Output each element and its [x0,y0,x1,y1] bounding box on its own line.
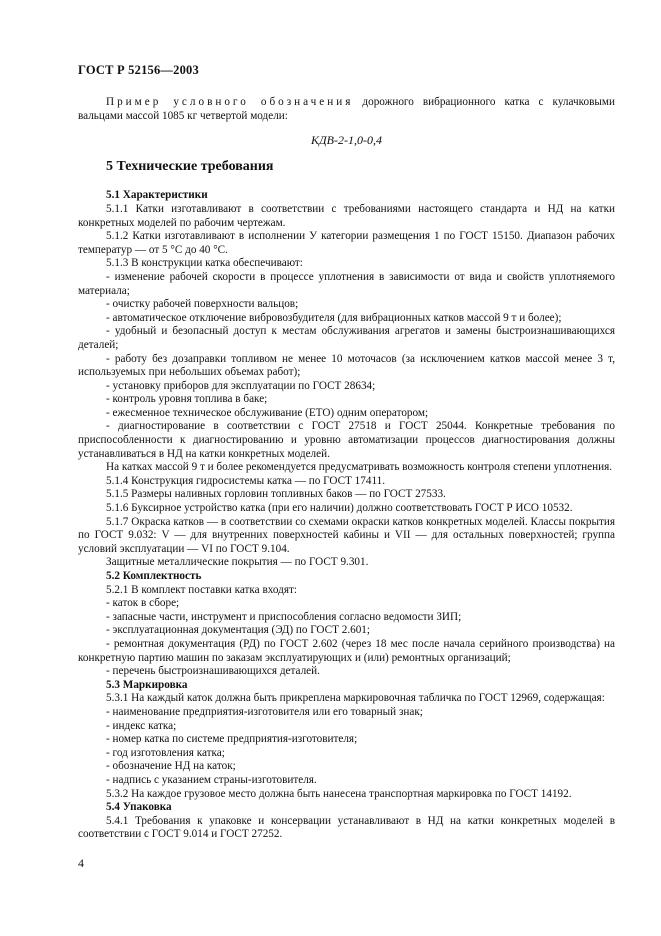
list-item: - удобный и безопасный доступ к местам обслуживания агрегатов и замены быстроизнашивающихся деталей; [78,325,615,351]
paragraph-5-3-2: 5.3.2 На каждое грузовое место должна быть нанесена транспортная маркировка по ГОСТ 14192. [106,787,572,800]
list-item: - перечень быстроизнашивающихся деталей. [106,665,320,678]
list-item: - автоматическое отключение вибровозбудителя (для вибрационных катков массой 9 т и более); [106,311,562,324]
paragraph-metal-coatings: Защитные металлические покрытия — по ГОСТ 9.301. [106,556,369,569]
list-item: - установку приборов для эксплуатации по ГОСТ 28634; [106,379,376,392]
list-item: - надпись с указанием страны-изготовителя. [106,773,317,786]
paragraph-5-1-7: 5.1.7 Окраска катков — в соответствии со схемами окраски катков конкретных моделей. Классы покрытия по ГОСТ 9.032: V — для внутренних поверхностей кабины и VII — для остальных поверхностей; группа условий эксплуатации — VI по ГОСТ 9.104. [78,515,615,555]
list-item: - эксплуатационная документация (ЭД) по ГОСТ 2.601; [106,624,371,637]
list-item: - диагностирование в соответствии с ГОСТ 27518 и ГОСТ 25044. Конкретные требования по приспособленности к диагностированию и уровню автоматизации процессов диагностирования должны устанавливаться в НД на катки конкретных моделей. [78,420,615,460]
document-body [78,96,615,842]
example-text: дорожного вибрационного катка с кулачковыми вальцами массой 1085 кг четвертой модели: [78,96,615,122]
paragraph-5-1-6: 5.1.6 Буксирное устройство катка (при его наличии) должно соответствовать ГОСТ Р ИСО 10532. [106,502,573,515]
subsection-title-5-1: 5.1 Характеристики [106,189,208,202]
paragraph-note-9t: На катках массой 9 т и более рекомендуется предусматривать возможность контроля степени уплотнения. [106,461,613,474]
document-header: ГОСТ Р 52156—2003 [78,63,199,77]
list-item: - запасные части, инструмент и приспособления согласно ведомости ЗИП; [106,610,462,623]
list-item: - изменение рабочей скорости в процессе уплотнения в зависимости от вида и свойств уплотняемого материала; [78,270,615,297]
list-item: - обозначение НД на каток; [106,760,236,773]
subsection-title-5-2: 5.2 Комплектность [106,570,202,582]
list-item: - индекс катка; [106,719,177,732]
paragraph-5-1-4: 5.1.4 Конструкция гидросистемы катка — по ГОСТ 17411. [106,474,386,487]
paragraph-5-4-1: 5.4.1 Требования к упаковке и консервации устанавливают в НД на катки конкретных моделей в соответствии с ГОСТ 9.014 и ГОСТ 27252. [78,814,615,841]
paragraph-5-1-3: 5.1.3 В конструкции катка обеспечивают: [106,257,303,270]
paragraph-5-2-1: 5.2.1 В комплект поставки катка входят: [106,583,297,596]
list-item: - номер катка по системе предприятия-изготовителя; [106,733,358,746]
list-item: - ремонтная документация (РД) по ГОСТ 2.602 (через 18 мес после начала серийного производства) на конкретную партию машин по заказам эксплуатирующих и (или) ремонтных организаций; [78,637,615,664]
subsection-title-5-3: 5.3 Маркировка [106,678,188,691]
example-paragraph [78,96,615,123]
subsection-title-5-4: 5.4 Упаковка [106,801,172,814]
section-title: 5 Технические требования [106,158,274,174]
list-item: - год изготовления катка; [106,746,225,759]
paragraph-5-3-1: 5.3.1 На каждый каток должна быть прикреплена маркировочная табличка по ГОСТ 12969, содержащая: [106,692,605,705]
list-item: - наименование предприятия-изготовителя или его товарный знак; [106,705,423,718]
designation-formula: КДВ-2-1,0-0,4 [311,133,382,148]
paragraph-5-1-1: 5.1.1 Катки изготавливают в соответствии с требованиями настоящего стандарта и НД на катки конкретных моделей по рабочим чертежам. [78,202,615,229]
page-number: 4 [78,856,84,870]
example-label: Пример условного обозначения [106,96,354,108]
list-item: - контроль уровня топлива в баке; [106,393,268,406]
paragraph-5-1-2: 5.1.2 Катки изготавливают в исполнении У категории размещения 1 по ГОСТ 15150. Диапазон рабочих температур — от 5 °С до 40 °С. [78,230,615,256]
paragraph-5-1-5: 5.1.5 Размеры наливных горловин топливных баков — по ГОСТ 27533. [106,488,446,501]
list-item: - каток в сборе; [106,597,180,610]
list-item: - очистку рабочей поверхности вальцов; [106,298,299,311]
list-item: - ежесменное техническое обслуживание (ЕТО) одним оператором; [106,406,429,419]
list-item: - работу без дозаправки топливом не менее 10 моточасов (за исключением катков массой менее 3 т, используемых при небольших объемах работ); [78,352,615,379]
